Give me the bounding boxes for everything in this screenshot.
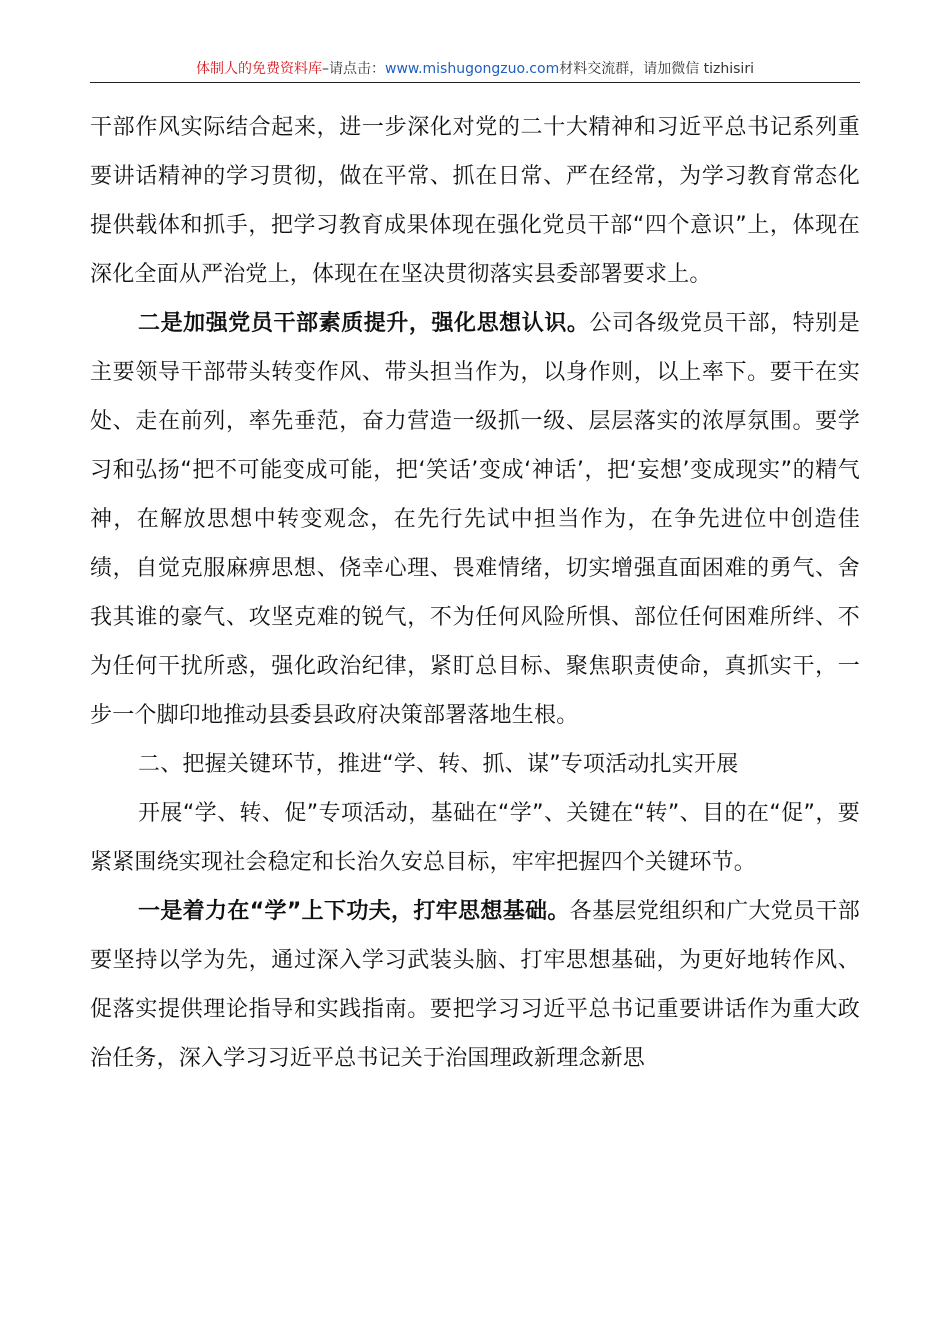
header-site-name: 体制人的免费资料库 [196, 61, 323, 77]
paragraph-2-lead: 二是加强党员干部素质提升，强化思想认识。 [138, 311, 590, 336]
paragraph-3 [90, 789, 860, 887]
paragraph-2 [90, 299, 860, 740]
paragraph-4-lead: 一是着力在“学”上下功夫，打牢思想基础。 [138, 899, 570, 924]
section-heading-text: 二、把握关键环节，推进“学、转、抓、谋”专项活动扎实开展 [138, 752, 739, 777]
paragraph-3-text: 开展“学、转、促”专项活动，基础在“学”、关键在“转”、目的在“促”，要紧紧围绕实现社会稳定和长治久安总目标，牢牢把握四个关键环节。 [90, 801, 860, 875]
paragraph-2-text: 公司各级党员干部，特别是主要领导干部带头转变作风、带头担当作为，以身作则，以上率下。要干在实处、走在前列，率先垂范，奋力营造一级抓一级、层层落实的浓厚氛围。要学习和弘扬“把不可能变成可能，把‘笑话’变成‘神话’，把‘妄想’变成现实”的精气神，在解放思想中转变观念，在先行先试中担当作为，在争先进位中创造佳绩，自觉克服麻痹思想、侥幸心理、畏难情绪，切实增强直面困难的勇气、舍我其谁的豪气、攻坚克难的锐气，不为任何风险所惧、部位任何困难所绊、不为任何干扰所惑，强化政治纪律，紧盯总目标、聚焦职责使命，真抓实干，一步一个脚印地推动县委县政府决策部署落地生根。 [90, 311, 860, 728]
page-header [90, 58, 860, 80]
header-url-link[interactable]: www.mishugongzuo.com [385, 61, 560, 77]
paragraph-1-text: 干部作风实际结合起来，进一步深化对党的二十大精神和习近平总书记系列重要讲话精神的学习贯彻，做在平常、抓在日常、严在经常，为学习教育常态化提供载体和抓手，把学习教育成果体现在强化党员干部“四个意识”上，体现在深化全面从严治党上，体现在在坚决贯彻落实县委部署要求上。 [90, 115, 860, 287]
header-prompt: –请点击： [322, 61, 386, 77]
paragraph-4-text: 各基层党组织和广大党员干部要坚持以学为先，通过深入学习武装头脑、打牢思想基础，为更好地转作风、促落实提供理论指导和实践指南。要把学习习近平总书记重要讲话作为重大政治任务，深入学习习近平总书记关于治国理政新理念新思 [90, 899, 860, 1071]
paragraph-4 [90, 887, 860, 1083]
header-contact-text: 材料交流群，请加微信 tizhisiri [559, 61, 754, 77]
paragraph-1 [90, 103, 860, 299]
document-body [90, 103, 860, 1083]
section-heading [90, 740, 860, 789]
header-divider [90, 82, 860, 83]
